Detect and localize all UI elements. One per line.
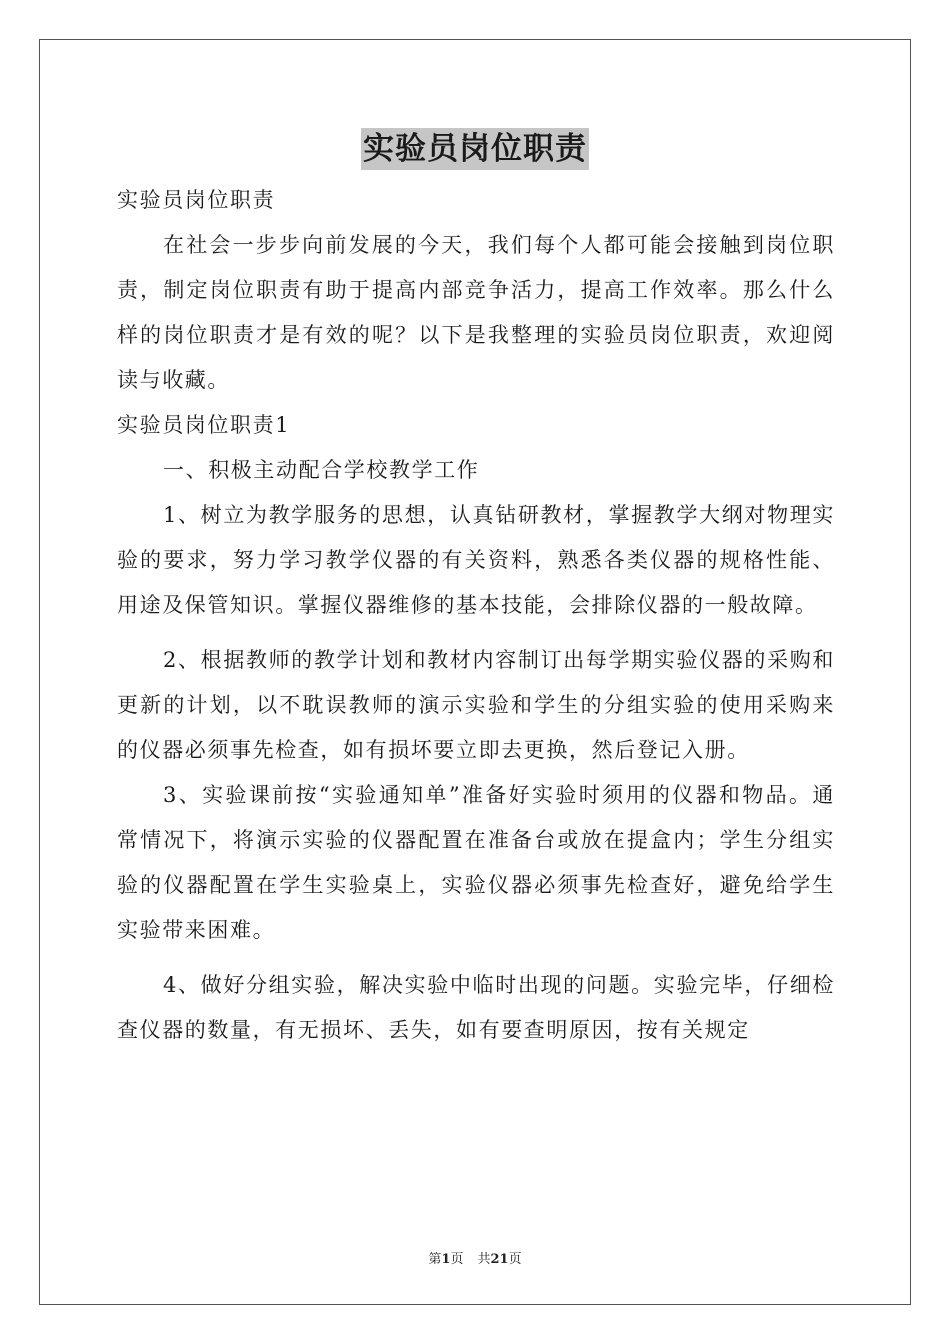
- page-footer: [0, 1248, 950, 1267]
- document-title: [0, 128, 950, 170]
- body-paragraph-2: 2、根据教师的教学计划和教材内容制订出每学期实验仪器的采购和更新的计划，以不耽误教师的演示实验和学生的分组实验的使用采购来的仪器必须事先检查，如有损坏要立即去更换，然后登记入册。: [117, 648, 835, 762]
- page-prefix: 第: [428, 1252, 442, 1267]
- document-body: [117, 178, 835, 1053]
- document-title-text: 实验员岗位职责: [361, 128, 589, 170]
- subsection-heading: 一、积极主动配合学校教学工作: [163, 458, 480, 482]
- total-prefix: 共: [477, 1252, 491, 1267]
- page-current: 1: [441, 1252, 451, 1267]
- intro-paragraph: 在社会一步步向前发展的今天，我们每个人都可能会接触到岗位职责，制定岗位职责有助于提高内部竞争活力，提高工作效率。那么什么样的岗位职责才是有效的呢？以下是我整理的实验员岗位职责，欢迎阅读与收藏。: [117, 233, 835, 392]
- subtitle-paragraph: 实验员岗位职责: [117, 188, 276, 212]
- body-paragraph-3: 3、实验课前按“实验通知单”准备好实验时须用的仪器和物品。通常情况下，将演示实验的仪器配置在准备台或放在提盒内；学生分组实验的仪器配置在学生实验桌上，实验仪器必须事先检查好，避免给学生实验带来困难。: [117, 783, 835, 942]
- page-suffix: 页: [450, 1252, 464, 1267]
- section-heading: 实验员岗位职责1: [117, 413, 291, 437]
- body-paragraph-1: 1、树立为教学服务的思想，认真钻研教材，掌握教学大纲对物理实验的要求，努力学习教学仪器的有关资料，熟悉各类仪器的规格性能、用途及保管知识。掌握仪器维修的基本技能，会排除仪器的一般故障。: [117, 503, 835, 617]
- total-suffix: 页: [508, 1252, 522, 1267]
- page-total: 21: [490, 1252, 509, 1267]
- body-paragraph-4: 4、做好分组实验，解决实验中临时出现的问题。实验完毕，仔细检查仪器的数量，有无损坏、丢失，如有要查明原因，按有关规定: [117, 973, 835, 1042]
